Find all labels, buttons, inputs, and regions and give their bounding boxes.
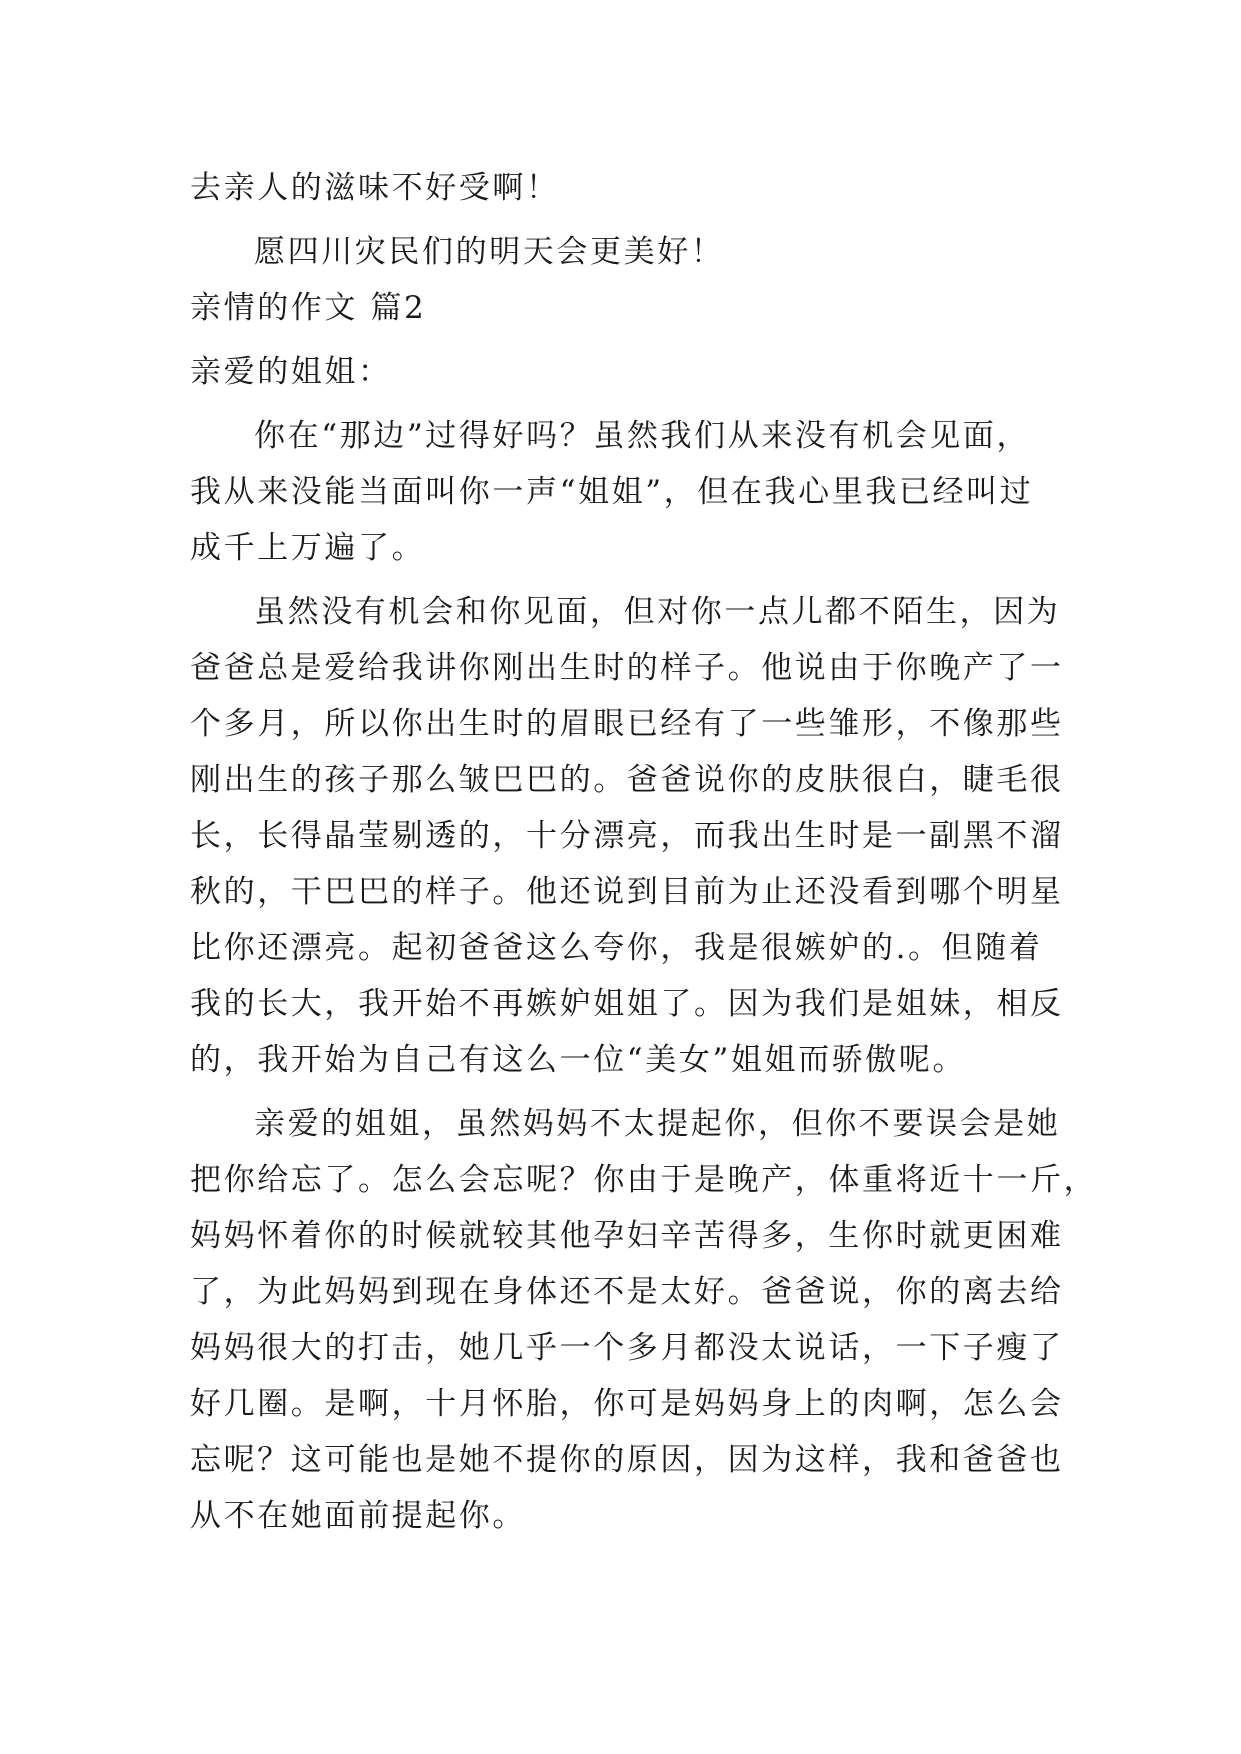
paragraph-line: 虽然没有机会和你见面，但对你一点儿都不陌生，因为 [254, 594, 1061, 630]
paragraph-line: 个多月，所以你出生时的眉眼已经有了一些雏形，不像那些 [190, 706, 1064, 742]
text-line: 愿四川灾民们的明天会更美好！ [254, 234, 725, 270]
paragraph-line: 好几圈。是啊，十月怀胎，你可是妈妈身上的肉啊，怎么会 [190, 1386, 1064, 1422]
paragraph [190, 584, 1064, 1088]
paragraph-line: 成千上万遍了。 [190, 530, 426, 566]
paragraph-line: 比你还漂亮。起初爸爸这么夸你，我是很嫉妒的.。但随着 [190, 930, 1043, 966]
paragraph-line: 亲爱的姐姐，虽然妈妈不太提起你，但你不要误会是她 [254, 1106, 1061, 1142]
paragraph-line: 我从来没能当面叫你一声“姐姐”，但在我心里我已经叫过 [190, 474, 1034, 510]
document-body [190, 160, 1098, 1544]
paragraph-line: 从不在她面前提起你。 [190, 1498, 526, 1534]
paragraph-line: 长，长得晶莹剔透的，十分漂亮，而我出生时是一副黑不溜 [190, 818, 1064, 854]
paragraph-line: 忘呢？这可能也是她不提你的原因，因为这样，我和爸爸也 [190, 1442, 1064, 1478]
paragraph-line: 秋的，干巴巴的样子。他还说到目前为止还没看到哪个明星 [190, 874, 1064, 910]
paragraph-line: 你在“那边”过得好吗？虽然我们从来没有机会见面， [254, 418, 1031, 454]
paragraph-line: 刚出生的孩子那么皱巴巴的。爸爸说你的皮肤很白，睫毛很 [190, 762, 1064, 798]
paragraph-line: 妈妈怀着你的时候就较其他孕妇辛苦得多，生你时就更困难 [190, 1218, 1064, 1254]
paragraph-line: 妈妈很大的打击，她几乎一个多月都没太说话，一下子瘦了 [190, 1330, 1064, 1366]
letter-salutation: 亲爱的姐姐： [190, 354, 392, 390]
paragraph [190, 1096, 1098, 1544]
paragraph-line: 的，我开始为自己有这么一位“美女”姐姐而骄傲呢。 [190, 1042, 967, 1078]
paragraph [190, 408, 1060, 576]
paragraph-line: 爸爸总是爱给我讲你刚出生时的样子。他说由于你晚产了一 [190, 650, 1064, 686]
text-line: 去亲人的滋味不好受啊！ [190, 170, 560, 206]
paragraph-line: 我的长大，我开始不再嫉妒姐姐了。因为我们是姐妹，相反 [190, 986, 1064, 1022]
paragraph-line: 了，为此妈妈到现在身体还不是太好。爸爸说，你的离去给 [190, 1274, 1064, 1310]
section-heading: 亲情的作文 篇2 [190, 290, 427, 326]
paragraph-line: 把你给忘了。怎么会忘呢？你由于是晚产，体重将近十一斤， [190, 1162, 1098, 1198]
